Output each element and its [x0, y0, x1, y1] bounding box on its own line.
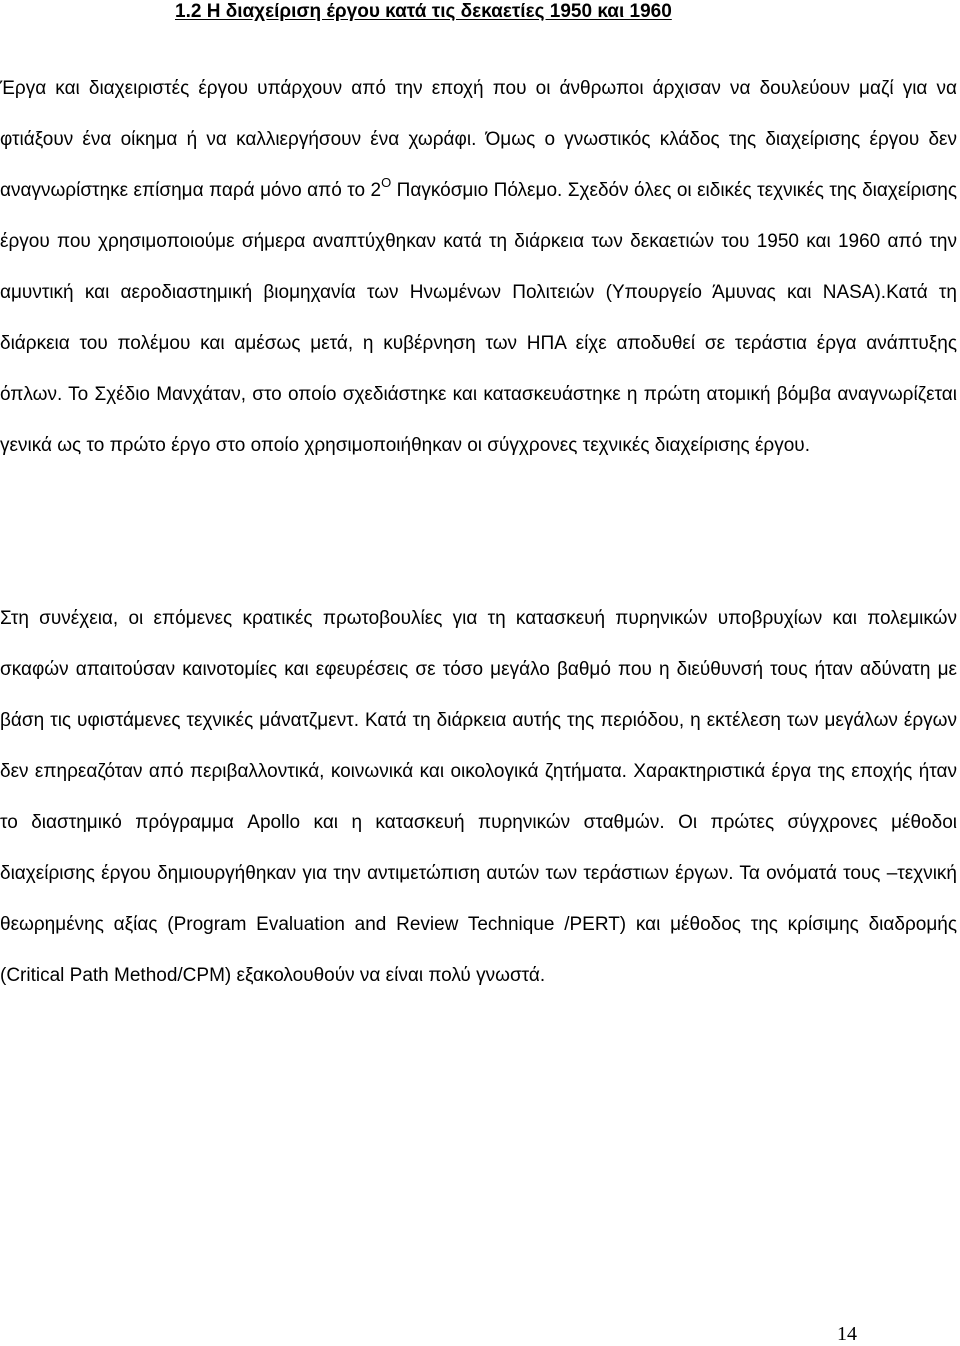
section-heading: 1.2 Η διαχείριση έργου κατά τις δεκαετίες 1950 και 1960 [175, 1, 672, 22]
paragraph-history [0, 63, 957, 471]
page-number: 14 [837, 1323, 857, 1345]
paragraph-history-text-end: Παγκόσμιο Πόλεμο. Σχεδόν όλες οι ειδικές τεχνικές της διαχείρισης έργου που χρησιμοποιούμε σήμερα αναπτύχθηκαν κατά τη διάρκεια των δεκαετιών του 1950 και 1960 από την αμυντική και αεροδιαστημική βιομηχανία των Ηνωμένων Πολιτειών (Υπουργείο Άμυνας και NASA).Κατά τη διάρκεια του πολέμου και αμέσως μετά, η κυβέρνηση των ΗΠΑ είχε αποδυθεί σε τεράστια έργα ανάπτυξης όπλων. Το Σχέδιο Μανχάταν, στο οποίο σχεδιάστηκε και κατασκευάστηκε η πρώτη ατομική βόμβα αναγνωρίζεται γενικά ως το πρώτο έργο στο οποίο χρησιμοποιήθηκαν οι σύγχρονες τεχνικές διαχείρισης έργου. [0, 180, 957, 456]
paragraph-history-text-start: Έργα και διαχειριστές έργου υπάρχουν από την εποχή που οι άνθρωποι άρχισαν να δουλεύουν μαζί για να φτιάξουν ένα οίκημα ή να καλλιεργήσουν ένα χωράφι. Όμως ο γνωστικός κλάδος της διαχείρισης έργου δεν αναγνωρίστηκε επίσημα παρά μόνο από το 2 [0, 78, 957, 201]
ordinal-superscript: Ο [381, 175, 392, 190]
paragraph-methods: Στη συνέχεια, οι επόμενες κρατικές πρωτοβουλίες για τη κατασκευή πυρηνικών υποβρυχίων και πολεμικών σκαφών απαιτούσαν καινοτομίες και εφευρέσεις σε τόσο μεγάλο βαθμό που η διεύθυνσή τους ήταν αδύνατη με βάση τις υφιστάμενες τεχνικές μάνατζμεντ. Κατά τη διάρκεια αυτής της περιόδου, η εκτέλεση των μεγάλων έργων δεν επηρεαζόταν από περιβαλλοντικά, κοινωνικά και οικολογικά ζητήματα. Χαρακτηριστικά έργα της εποχής ήταν το διαστημικό πρόγραμμα Apollo και η κατασκευή πυρηνικών σταθμών. Οι πρώτες σύγχρονες μέθοδοι διαχείρισης έργου δημιουργήθηκαν για την αντιμετώπιση αυτών των τεράστιων έργων. Τα ονόματά τους –τεχνική θεωρημένης αξίας (Program Evaluation and Review Technique /PERT) και μέθοδος της κρίσιμης διαδρομής (Critical Path Method/CPM) εξακολουθούν να είναι πολύ γνωστά. [0, 608, 957, 986]
